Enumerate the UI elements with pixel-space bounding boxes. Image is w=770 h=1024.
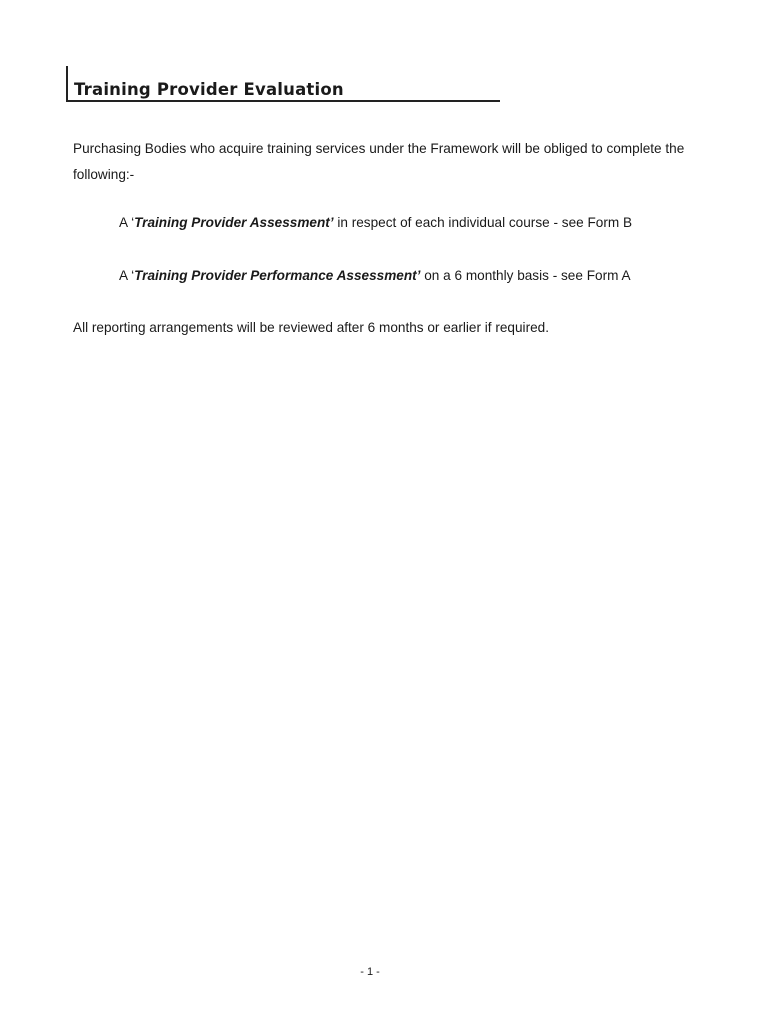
item-suffix: on a 6 monthly basis - see Form A — [420, 268, 631, 283]
item-prefix: A ‘ — [119, 215, 135, 230]
intro-paragraph: Purchasing Bodies who acquire training services under the Framework will be obliged to complete the following:- — [73, 141, 685, 182]
item-prefix: A ‘ — [119, 268, 135, 283]
item-suffix: in respect of each individual course - see Form B — [333, 215, 633, 230]
item-emphasis: Training Provider Performance Assessment’ — [134, 268, 421, 283]
heading-frame — [66, 66, 500, 102]
closing-paragraph: All reporting arrangements will be reviewed after 6 months or earlier if required. — [73, 320, 550, 335]
page-number: - 1 - — [360, 966, 380, 978]
item-emphasis: Training Provider Assessment’ — [134, 215, 334, 230]
list-item-training-provider-assessment — [119, 215, 632, 230]
list-item-performance-assessment — [119, 268, 631, 283]
page-title: Training Provider Evaluation — [74, 80, 344, 99]
